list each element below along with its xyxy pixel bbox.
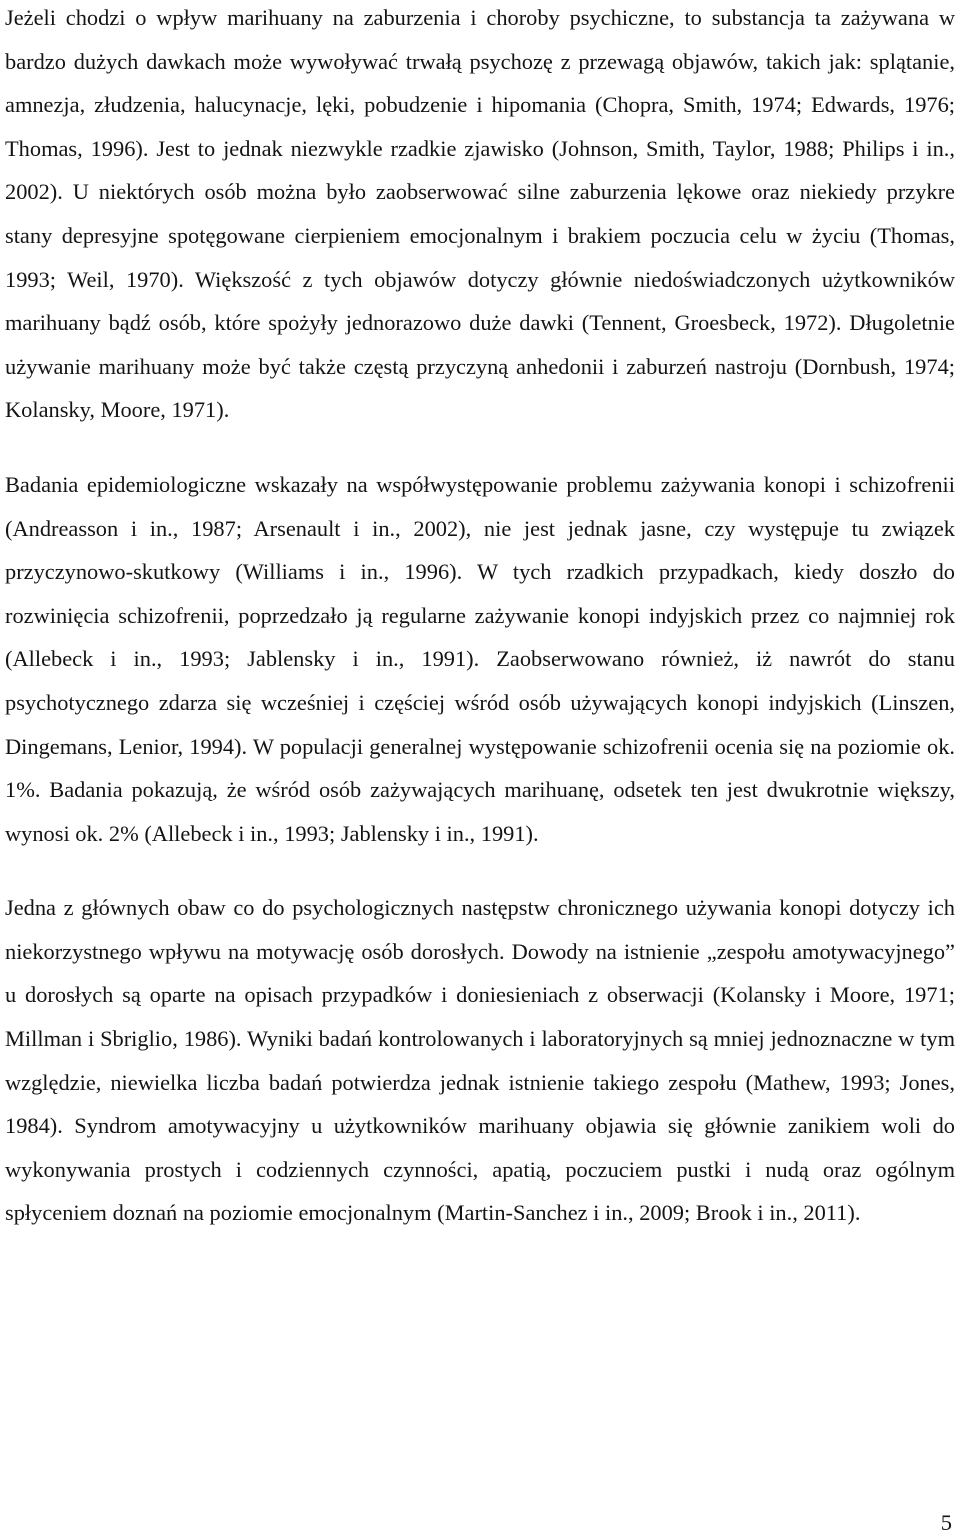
paragraph-psychosis: Jeżeli chodzi o wpływ marihuany na zaburzenia i choroby psychiczne, to substancja ta zażywana w bardzo dużych dawkach może wywoływać trwałą psychozę z przewagą objawów, takich jak: splątanie, amnezja, złudzenia, halucynacje, lęki, pobudzenie i hipomania (Chopra, Smith, 1974; Edwards, 1976; Thomas, 1996). Jest to jednak niezwykle rzadkie zjawisko (Johnson, Smith, Taylor, 1988; Philips i in., 2002). U niektórych osób można było zaobserwować silne zaburzenia lękowe oraz niekiedy przykre stany depresyjne spotęgowane cierpieniem emocjonalnym i brakiem poczucia celu w życiu (Thomas, 1993; Weil, 1970). Większość z tych objawów dotyczy głównie niedoświadczonych użytkowników marihuany bądź osób, które spożyły jednorazowo duże dawki (Tennent, Groesbeck, 1972). Długoletnie używanie marihuany może być także częstą przyczyną anhedonii i zaburzeń nastroju (Dornbush, 1974; Kolansky, Moore, 1971). (5, 5, 955, 423)
paragraph-amotivational-syndrome: Jedna z głównych obaw co do psychologicznych następstw chronicznego używania konopi dotyczy ich niekorzystnego wpływu na motywację osób dorosłych. Dowody na istnienie „zespołu amotywacyjnego” u dorosłych są oparte na opisach przypadków i doniesieniach z obserwacji (Kolansky i Moore, 1971; Millman i Sbriglio, 1986). Wyniki badań kontrolowanych i laboratoryjnych są mniej jednoznaczne w tym względzie, niewielka liczba badań potwierdza jednak istnienie takiego zespołu (Mathew, 1993; Jones, 1984). Syndrom amotywacyjny u użytkowników marihuany objawia się głównie zanikiem woli do wykonywania prostych i codziennych czynności, apatią, poczuciem pustki i nudą oraz ogólnym spłyceniem doznań na poziomie emocjonalnym (Martin-Sanchez i in., 2009; Brook i in., 2011). (5, 895, 955, 1226)
document-page (5, 0, 955, 1235)
paragraph-schizophrenia: Badania epidemiologiczne wskazały na współwystępowanie problemu zażywania konopi i schizofrenii (Andreasson i in., 1987; Arsenault i in., 2002), nie jest jednak jasne, czy występuje tu związek przyczynowo-skutkowy (Williams i in., 1996). W tych rzadkich przypadkach, kiedy doszło do rozwinięcia schizofrenii, poprzedzało ją regularne zażywanie konopi indyjskich przez co najmniej rok (Allebeck i in., 1993; Jablensky i in., 1991). Zaobserwowano również, iż nawrót do stanu psychotycznego zdarza się wcześniej i częściej wśród osób używających konopi indyjskich (Linszen, Dingemans, Lenior, 1994). W populacji generalnej występowanie schizofrenii ocenia się na poziomie ok. 1%. Badania pokazują, że wśród osób zażywających marihuanę, odsetek ten jest dwukrotnie większy, wynosi ok. 2% (Allebeck i in., 1993; Jablensky i in., 1991). (5, 471, 955, 846)
page-number: 5 (940, 1510, 952, 1535)
